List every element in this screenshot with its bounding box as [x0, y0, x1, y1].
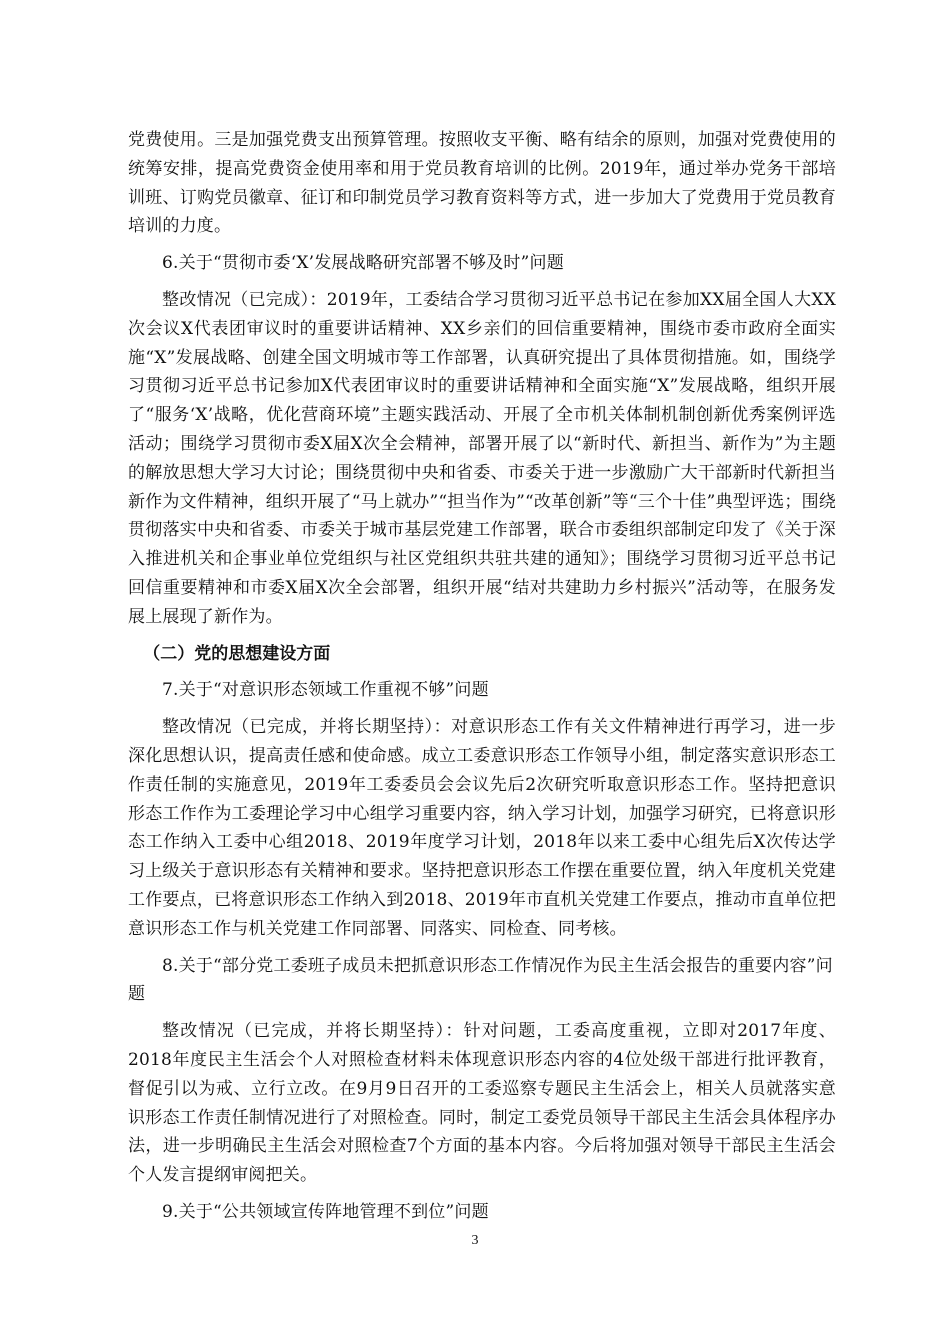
paragraph-rectification-7: 整改情况（已完成，并将长期坚持）：对意识形态工作有关文件精神进行再学习，进一步深化思想认识，提高责任感和使命感。成立工委意识形态工作领导小组，制定落实意识形态工作责任制的实施意见，2019年工委委员会会议先后2次研究听取意识形态工作。坚持把意识形态工作作为工委理论学习中心组学习重要内容，纳入学习计划，加强学习研究，已将意识形态工作纳入工委中心组2018、2019年度学习计划，2018年以来工委中心组先后X次传达学习上级关于意识形态有关精神和要求。坚持把意识形态工作摆在重要位置，纳入年度机关党建工作要点，已将意识形态工作纳入到2018、2019年市直机关党建工作要点，推动市直单位把意识形态工作与机关党建工作同部署、同落实、同检查、同考核。	[128, 717, 836, 939]
item-title-7: 7.关于“对意识形态领域工作重视不够”问题	[162, 680, 489, 701]
item-title-9: 9.关于“公共领域宣传阵地管理不到位”问题	[162, 1201, 489, 1222]
section-heading-ideological: （二）党的思想建设方面	[143, 643, 331, 664]
paragraph-continued: 党费使用。三是加强党费支出预算管理。按照收支平衡、略有结余的原则，加强对党费使用的统筹安排，提高党费资金使用率和用于党员教育培训的比例。2019年，通过举办党务干部培训班、订购党员徽章、征订和印制党员学习教育资料等方式，进一步加大了党费用于党员教育培训的力度。	[128, 130, 836, 237]
document-body	[128, 126, 836, 1235]
page-number: 3	[471, 1233, 479, 1248]
paragraph-rectification-6: 整改情况（已完成）：2019年，工委结合学习贯彻习近平总书记在参加XX届全国人大XX次会议X代表团审议时的重要讲话精神、XX乡亲们的回信重要精神，围绕市委市政府全面实施“X”发展战略、创建全国文明城市等工作部署，认真研究提出了具体贯彻措施。如，围绕学习贯彻习近平总书记参加X代表团审议时的重要讲话精神和全面实施“X”发展战略，组织开展了“服务‘X’战略，优化营商环境”主题实践活动、开展了全市机关体制机制创新优秀案例评选活动；围绕学习贯彻市委X届X次全会精神，部署开展了以“新时代、新担当、新作为”为主题的解放思想大学习大讨论；围绕贯彻中央和省委、市委关于进一步激励广大干部新时代新担当新作为文件精神，组织开展了“马上就办”“担当作为”“改革创新”等“三个十佳”典型评选；围绕贯彻落实中央和省委、市委关于城市基层党建工作部署，联合市委组织部制定印发了《关于深入推进机关和企事业单位党组织与社区党组织共驻共建的通知》；围绕学习贯彻习近平总书记回信重要精神和市委X届X次全会部署，组织开展“结对共建助力乡村振兴”活动等，在服务发展上展现了新作为。	[128, 289, 836, 627]
item-title-8: 8.关于“部分党工委班子成员未把抓意识形态工作情况作为民主生活会报告的重要内容”问题	[128, 955, 833, 1005]
paragraph-rectification-8: 整改情况（已完成，并将长期坚持）：针对问题，工委高度重视，立即对2017年度、2018年度民主生活会个人对照检查材料未体现意识形态内容的4位处级干部进行批评教育，督促引以为戒、立行立改。在9月9日召开的工委巡察专题民主生活会上，相关人员就落实意识形态工作责任制情况进行了对照检查。同时，制定工委党员领导干部民主生活会具体程序办法，进一步明确民主生活会对照检查7个方面的基本内容。今后将加强对领导干部民主生活会个人发言提纲审阅把关。	[128, 1021, 836, 1186]
item-title-6: 6.关于“贯彻市委‘X’发展战略研究部署不够及时”问题	[162, 253, 564, 274]
